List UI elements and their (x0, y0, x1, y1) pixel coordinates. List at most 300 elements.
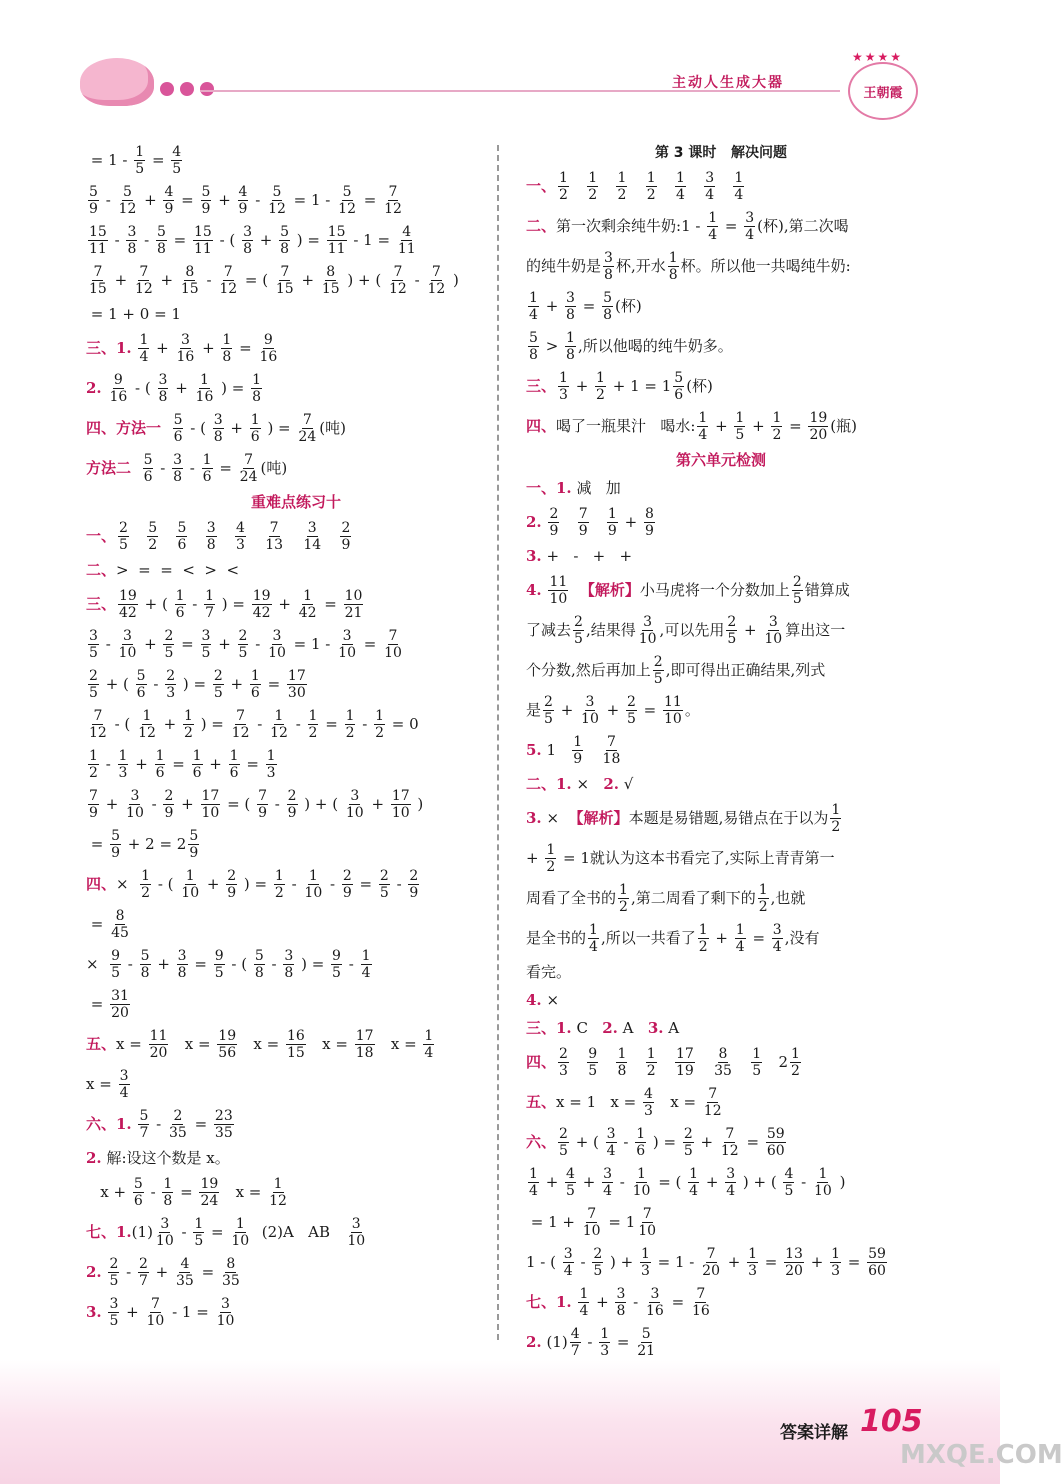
denominator: 4 (119, 1084, 129, 1101)
denominator: 60 (766, 1142, 785, 1159)
fraction (119, 1068, 130, 1101)
numerator: 1 (646, 1045, 656, 1062)
expression-text: = 1 - (86, 151, 133, 169)
fraction (140, 948, 151, 981)
denominator: 5 (109, 1312, 119, 1329)
denominator: 15 (180, 280, 199, 297)
fraction (201, 184, 212, 217)
expression-text: - (250, 191, 266, 209)
expression-text (659, 177, 673, 195)
fraction (140, 868, 151, 901)
denominator: 5 (559, 1142, 568, 1159)
denominator: 8 (668, 266, 678, 283)
expression-text (219, 527, 233, 545)
numerator: 1 (636, 1125, 646, 1142)
numerator: 16 (287, 1027, 305, 1044)
numerator: 1 (308, 707, 318, 724)
numerator: 1 (118, 747, 128, 764)
expression-text: + (601, 701, 624, 719)
expression-text: × (571, 775, 604, 793)
denominator: 5 (544, 710, 553, 727)
expression-text: A (663, 1019, 680, 1037)
answer-line (86, 744, 506, 784)
fraction (155, 1216, 175, 1249)
numerator: 7 (388, 627, 398, 644)
answer-line (526, 1042, 916, 1082)
expression-text: - (201, 271, 217, 289)
denominator: 8 (213, 428, 223, 445)
fraction (188, 828, 199, 861)
numerator: 8 (718, 1045, 728, 1062)
expression-text: ,可以先用 (659, 621, 725, 639)
fraction (355, 1028, 375, 1061)
expression-text: - (582, 1333, 598, 1351)
denominator: 12 (89, 724, 107, 741)
fraction (632, 1166, 652, 1199)
left-answer-column (86, 140, 506, 1332)
denominator: 6 (136, 684, 146, 701)
answer-line (86, 1292, 506, 1332)
expression-text: C (571, 1019, 603, 1037)
fraction (615, 1286, 626, 1319)
numerator: 3 (201, 627, 211, 644)
numerator: 5 (603, 289, 612, 306)
denominator: 5 (735, 426, 745, 443)
numerator: 59 (868, 1245, 886, 1262)
numerator: 4 (180, 1255, 190, 1272)
denominator: 9 (341, 536, 351, 553)
stars-icon: ★★★★ (852, 50, 904, 64)
fraction (344, 588, 364, 621)
expression-text: 算出这一 (785, 621, 846, 639)
expression-text: - (628, 1293, 644, 1311)
expression-text: x + (86, 1183, 131, 1201)
expression-text: + (591, 1293, 614, 1311)
fraction (195, 372, 215, 405)
fraction (193, 224, 213, 257)
numerator: 1 (529, 289, 538, 306)
denominator: 10 (345, 804, 364, 821)
fraction (346, 1216, 366, 1249)
fraction (155, 748, 166, 781)
denominator: 10 (582, 1222, 601, 1239)
expression-text: + (273, 595, 296, 613)
denominator: 4 (529, 1182, 538, 1199)
numerator: 7 (89, 787, 98, 804)
expression-text: + (701, 1173, 724, 1191)
fraction (88, 708, 108, 741)
denominator: 2 (141, 884, 151, 901)
fraction (213, 668, 224, 701)
item-number: 4. (526, 581, 542, 599)
answer-line (86, 260, 506, 300)
fraction (180, 868, 200, 901)
fraction (108, 1256, 119, 1289)
denominator: 8 (284, 964, 294, 981)
expression-text (629, 1053, 643, 1071)
fraction (423, 1028, 434, 1061)
answer-line (526, 986, 916, 1014)
numerator: 1 (192, 747, 202, 764)
denominator: 9 (189, 844, 199, 861)
expression-text (542, 581, 547, 599)
denominator: 12 (427, 280, 446, 297)
fraction (763, 614, 783, 647)
expression-text: ) (834, 1173, 846, 1191)
expression-text: - (250, 635, 266, 653)
expression-text: + (619, 513, 642, 531)
expression-text: > (540, 337, 564, 355)
denominator: 9 (164, 200, 174, 217)
footer-label: 答案详解 (780, 1423, 848, 1443)
denominator: 15 (287, 1044, 305, 1061)
numerator: 1 (818, 1165, 828, 1182)
denominator: 5 (727, 630, 737, 647)
numerator: 7 (725, 1125, 735, 1142)
expression-text: = (358, 635, 382, 653)
numerator: 1 (194, 1215, 204, 1232)
item-number: 五、 (526, 1093, 557, 1111)
denominator: 4 (689, 1182, 699, 1199)
expression-text: - ( (185, 419, 211, 437)
denominator: 9 (227, 884, 237, 901)
expression-text: ,也就 (770, 889, 806, 907)
numerator: 2 (409, 867, 419, 884)
expression-text: = 1 - (652, 1253, 700, 1271)
numerator: 4 (235, 519, 245, 536)
expression-text (659, 1053, 673, 1071)
denominator: 16 (691, 1302, 710, 1319)
expression-text: + (158, 715, 181, 733)
expression-text (542, 513, 547, 531)
denominator: 5 (574, 630, 583, 647)
fraction (673, 370, 684, 403)
expression-text: (吨) (260, 459, 288, 477)
answer-line (86, 220, 506, 260)
denominator: 42 (298, 604, 317, 621)
denominator: 10 (814, 1182, 832, 1199)
denominator: 15 (321, 280, 340, 297)
denominator: 35 (714, 1062, 732, 1079)
answer-line (526, 1242, 916, 1282)
expression-text: × (541, 809, 569, 827)
denominator: 2 (646, 186, 656, 203)
fraction (830, 1246, 841, 1279)
answer-line (526, 406, 916, 446)
expression-text: ) (412, 795, 424, 813)
denominator: 3 (559, 386, 568, 403)
numerator: 3 (221, 1295, 230, 1312)
expression-text: ) = (195, 715, 229, 733)
answer-line (526, 326, 916, 366)
numerator: 5 (111, 827, 121, 844)
answer-line (526, 286, 916, 326)
numerator: 5 (177, 519, 187, 536)
denominator: 6 (229, 764, 239, 781)
expression-text: = (354, 875, 377, 893)
expression-text: - (409, 271, 425, 289)
answer-line (86, 624, 506, 664)
answer-line (526, 798, 916, 838)
denominator: 12 (231, 724, 250, 741)
numerator: 5 (89, 183, 98, 200)
fraction (616, 170, 627, 203)
expression-text: = (234, 339, 257, 357)
numerator: 2 (342, 867, 352, 884)
denominator: 5 (194, 1232, 204, 1249)
denominator: 12 (219, 280, 238, 297)
expression-text: = (189, 1115, 212, 1133)
answer-line (526, 1282, 916, 1322)
fraction (784, 1246, 804, 1279)
fraction (578, 506, 589, 539)
fraction (201, 628, 212, 661)
numerator: 7 (150, 1295, 160, 1312)
expression-text: ,没有 (784, 929, 820, 947)
answer-line (526, 1202, 916, 1242)
numerator: 1 (748, 1245, 758, 1262)
expression-text: = (741, 1133, 764, 1151)
fraction (340, 520, 351, 553)
fraction (545, 842, 556, 875)
answer-line (86, 180, 506, 220)
numerator: 7 (223, 263, 233, 280)
denominator: 16 (195, 388, 214, 405)
expression-text: + (296, 271, 319, 289)
expression-text: = 1 + 0 = 1 (86, 305, 181, 323)
denominator: 6 (192, 764, 202, 781)
numerator: 7 (269, 519, 279, 536)
denominator: 5 (109, 1272, 119, 1289)
fraction (88, 748, 99, 781)
expression-text: - (145, 1183, 161, 1201)
denominator: 6 (133, 1192, 143, 1209)
answer-line (86, 864, 506, 904)
numerator: 8 (326, 263, 336, 280)
answer-line (86, 300, 506, 328)
numerator: 9 (111, 947, 121, 964)
numerator: 3 (768, 613, 778, 630)
denominator: 12 (389, 280, 407, 297)
numerator: 2 (626, 693, 636, 710)
numerator: 1 (573, 733, 583, 750)
fraction (118, 184, 138, 217)
item-number: 五、 (86, 1035, 117, 1053)
item-number: 4. (526, 991, 542, 1009)
denominator: 15 (275, 280, 294, 297)
fraction (635, 1126, 646, 1159)
denominator: 9 (164, 804, 174, 821)
answer-line (526, 166, 916, 206)
numerator: 4 (402, 223, 412, 240)
expression-text: + (722, 1253, 746, 1271)
expression-text: A (617, 1019, 648, 1037)
denominator: 10 (181, 884, 200, 901)
expression-text (189, 527, 203, 545)
numerator: 1 (752, 1045, 762, 1062)
denominator: 8 (156, 240, 166, 257)
denominator: 3 (831, 1262, 840, 1279)
fraction (235, 520, 246, 553)
expression-text: x = 1 x = (556, 1093, 641, 1111)
numerator: 17 (287, 667, 306, 684)
denominator: 11 (397, 240, 416, 257)
denominator: 4 (705, 186, 715, 203)
fraction (570, 1326, 581, 1359)
numerator: 1 (200, 371, 209, 388)
numerator: 3 (272, 627, 282, 644)
denominator: 8 (280, 240, 290, 257)
numerator: 23 (214, 1107, 233, 1124)
denominator: 3 (640, 1262, 650, 1279)
denominator: 6 (143, 468, 153, 485)
denominator: 4 (424, 1044, 434, 1061)
fraction (254, 948, 265, 981)
denominator: 20 (702, 1262, 720, 1279)
fraction (830, 802, 841, 835)
numerator: 1 (579, 1285, 589, 1302)
fraction (231, 708, 251, 741)
item-number: 四、 (526, 1053, 557, 1071)
numerator: 5 (136, 667, 146, 684)
expression-text: + (100, 795, 124, 813)
numerator: 5 (272, 183, 282, 200)
numerator: 3 (127, 223, 137, 240)
numerator: 5 (189, 827, 199, 844)
denominator: 10 (581, 710, 599, 727)
numerator: 1 (640, 1245, 650, 1262)
fraction (173, 412, 184, 445)
denominator: 8 (616, 1302, 626, 1319)
item-number: 3. (526, 809, 542, 827)
denominator: 15 (89, 280, 107, 297)
fraction (134, 144, 145, 177)
denominator: 4 (734, 186, 744, 203)
fraction (238, 184, 249, 217)
numerator: 1 (607, 505, 617, 522)
denominator: 5 (89, 644, 98, 661)
denominator: 8 (163, 1192, 173, 1209)
numerator: 3 (351, 1215, 361, 1232)
numerator: 1 (617, 1045, 627, 1062)
numerator: 1 (772, 409, 782, 426)
numerator: 2 (341, 519, 351, 536)
fraction (214, 1108, 234, 1141)
denominator: 2 (274, 884, 284, 901)
expression-text: ,所以他喝的纯牛奶多。 (577, 337, 733, 355)
fraction (183, 708, 194, 741)
expression-text: 1 (541, 741, 571, 759)
expression-text: = (176, 635, 199, 653)
numerator: 1 (222, 331, 232, 348)
fraction (790, 1046, 801, 1079)
fraction (88, 668, 99, 701)
fraction (602, 734, 622, 767)
fraction (162, 1176, 173, 1209)
expression-text: + (739, 621, 762, 639)
fraction (199, 1176, 219, 1209)
expression-text: 是 (526, 701, 542, 719)
denominator: 10 (549, 590, 568, 607)
expression-text: - (146, 795, 162, 813)
numerator: 13 (785, 1245, 803, 1262)
fraction (279, 224, 290, 257)
denominator: 12 (118, 200, 137, 217)
expression-text (585, 741, 599, 759)
fraction (602, 290, 613, 323)
denominator: 5 (89, 684, 98, 701)
fraction (720, 1126, 740, 1159)
denominator: 2 (375, 724, 385, 741)
expression-text: + (155, 271, 178, 289)
fraction (792, 574, 803, 607)
expression-text: = (189, 955, 212, 973)
fraction (766, 1126, 786, 1159)
item-number: 四、方法一 (86, 419, 162, 437)
expression-text: (2)A AB (252, 1223, 345, 1241)
numerator: 3 (585, 693, 595, 710)
numerator: 59 (766, 1125, 785, 1142)
fraction (204, 588, 215, 621)
fraction (744, 210, 755, 243)
denominator: 9 (258, 804, 267, 821)
expression-text: + (170, 379, 193, 397)
fraction (646, 1046, 657, 1079)
denominator: 8 (603, 306, 612, 323)
expression-text: + (695, 1133, 718, 1151)
answer-line (526, 246, 916, 286)
fraction (172, 452, 183, 485)
numerator: 1 (139, 331, 149, 348)
expression-text (160, 527, 174, 545)
denominator: 2 (619, 898, 628, 915)
numerator: 2 (549, 505, 559, 522)
numerator: 1 (689, 1165, 699, 1182)
fraction (616, 1046, 627, 1079)
fraction (88, 788, 99, 821)
denominator: 8 (127, 240, 137, 257)
expression-text: ) = (178, 675, 211, 693)
numerator: 17 (355, 1027, 374, 1044)
expression-text (286, 527, 300, 545)
fraction (582, 1206, 602, 1239)
denominator: 16 (176, 348, 195, 365)
expression-text: 是全书的 (526, 929, 587, 947)
numerator: 1 (546, 841, 556, 858)
expression-text: + (130, 755, 153, 773)
fraction (528, 290, 539, 323)
item-number: 5. (526, 741, 542, 759)
expression-text: - 1 = (167, 1303, 214, 1321)
answer-line (86, 584, 506, 624)
denominator: 3 (748, 1262, 758, 1279)
denominator: 10 (391, 804, 410, 821)
numerator: 2 (109, 1255, 119, 1272)
numerator: 1 (205, 587, 215, 604)
denominator: 4 (139, 348, 149, 365)
numerator: 5 (156, 223, 166, 240)
expression-text: = (86, 835, 109, 853)
fraction (683, 1126, 694, 1159)
fraction (383, 184, 403, 217)
numerator: 11 (149, 1027, 168, 1044)
expression-text: ) = (217, 595, 250, 613)
expression-text: + (254, 231, 278, 249)
expression-text: + (710, 929, 733, 947)
item-number: 方法二 (86, 459, 132, 477)
expression-text: - (121, 1263, 136, 1281)
expression-text: 的纯牛奶是 (526, 257, 602, 275)
